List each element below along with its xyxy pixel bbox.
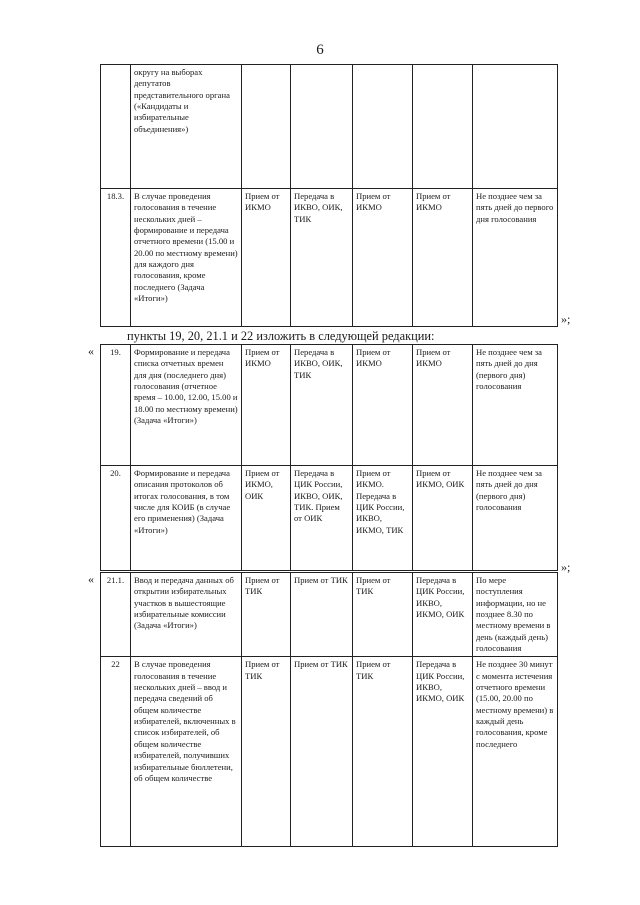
- row-cell: Прием от ИКМО: [413, 189, 473, 327]
- closing-quote-mark: »;: [561, 312, 571, 326]
- row-deadline: [473, 65, 558, 189]
- row-deadline: Не позднее чем за пять дней до первого дня голосования: [473, 189, 558, 327]
- row-cell: Передача в ЦИК России, ИКВО, ИКМО, ОИК: [413, 573, 473, 657]
- table-row: [101, 657, 558, 847]
- row-cell: Передача в ЦИК России, ИКВО, ИКМО, ОИК: [413, 657, 473, 847]
- row-deadline: Не позднее чем за пять дней до дня (первого дня) голосования: [473, 466, 558, 571]
- row-cell: Прием от ИКМО: [353, 345, 413, 466]
- row-number: 19.: [101, 345, 131, 466]
- row-cell: Передача в ЦИК России, ИКВО, ОИК, ТИК. Прием от ОИК: [291, 466, 353, 571]
- table-row: [101, 189, 558, 327]
- opening-quote-mark: «: [88, 344, 94, 358]
- row-number: 18.3.: [101, 189, 131, 327]
- row-number: [101, 65, 131, 189]
- row-number: 20.: [101, 466, 131, 571]
- row-cell: Прием от ТИК: [242, 573, 291, 657]
- row-description: В случае проведения голосования в течение нескольких дней – формирование и передача отчетного времени (15.00 и 20.00 по местному времени) для каждого дня голосования, кроме последнего (Задача «Итоги»): [131, 189, 242, 327]
- row-number: 22: [101, 657, 131, 847]
- row-cell: Прием от ИКМО: [242, 189, 291, 327]
- opening-quote-mark: «: [88, 572, 94, 586]
- table-items-21-22: [100, 572, 558, 847]
- row-description: Формирование и передача описания протоколов об итогах голосования, в том числе для КОИБ (в случае его применения) (Задача «Итоги»): [131, 466, 242, 571]
- row-deadline: По мере поступления информации, но не позднее 8.30 по местному времени в день (каждый день) голосования: [473, 573, 558, 657]
- row-cell: Прием от ИКМО: [242, 345, 291, 466]
- row-deadline: Не позднее 30 минут с момента истечения отчетного времени (15.00, 20.00 по местному времени) в каждый день голосования, кроме последнего: [473, 657, 558, 847]
- row-cell: [291, 65, 353, 189]
- row-number: 21.1.: [101, 573, 131, 657]
- row-cell: [413, 65, 473, 189]
- row-cell: Прием от ИКМО, ОИК: [413, 466, 473, 571]
- row-cell: Прием от ИКМО: [413, 345, 473, 466]
- row-cell: Прием от ТИК: [242, 657, 291, 847]
- row-cell: Прием от ИКМО. Передача в ЦИК России, ИКВО, ИКМО, ТИК: [353, 466, 413, 571]
- row-description: округу на выборах депутатов представительного органа («Кандидаты и избирательные объединения»): [131, 65, 242, 189]
- row-cell: [353, 65, 413, 189]
- row-cell: Прием от ТИК: [291, 573, 353, 657]
- row-cell: Передача в ИКВО, ОИК, ТИК: [291, 189, 353, 327]
- table-continuation: [100, 64, 558, 327]
- row-description: Ввод и передача данных об открытии избирательных участков в вышестоящие избирательные комиссии (Задача «Итоги»): [131, 573, 242, 657]
- table-row: [101, 65, 558, 189]
- row-cell: Прием от ТИК: [353, 657, 413, 847]
- row-description: В случае проведения голосования в течение нескольких дней – ввод и передача сведений об общем количестве избирателей, включенных в список избирателей, об общем количестве избирателей, получивших избирательные бюллетени, об общем количестве: [131, 657, 242, 847]
- row-cell: Прием от ТИК: [291, 657, 353, 847]
- row-cell: Прием от ИКМО, ОИК: [242, 466, 291, 571]
- table-row: [101, 345, 558, 466]
- row-cell: [242, 65, 291, 189]
- row-cell: Прием от ТИК: [353, 573, 413, 657]
- row-cell: Прием от ИКМО: [353, 189, 413, 327]
- table-items-19-20: [100, 344, 558, 571]
- page-number: 6: [316, 42, 324, 58]
- closing-quote-mark: »;: [561, 560, 571, 574]
- row-description: Формирование и передача списка отчетных времен для дня (последнего дня) голосования (отчетное время – 10.00, 12.00, 15.00 и 18.00 по местному времени) (Задача «Итоги»): [131, 345, 242, 466]
- amendment-instruction: пункты 19, 20, 21.1 и 22 изложить в следующей редакции:: [127, 329, 435, 343]
- table-row: [101, 573, 558, 657]
- row-cell: Передача в ИКВО, ОИК, ТИК: [291, 345, 353, 466]
- table-row: [101, 466, 558, 571]
- row-deadline: Не позднее чем за пять дней до дня (первого дня) голосования: [473, 345, 558, 466]
